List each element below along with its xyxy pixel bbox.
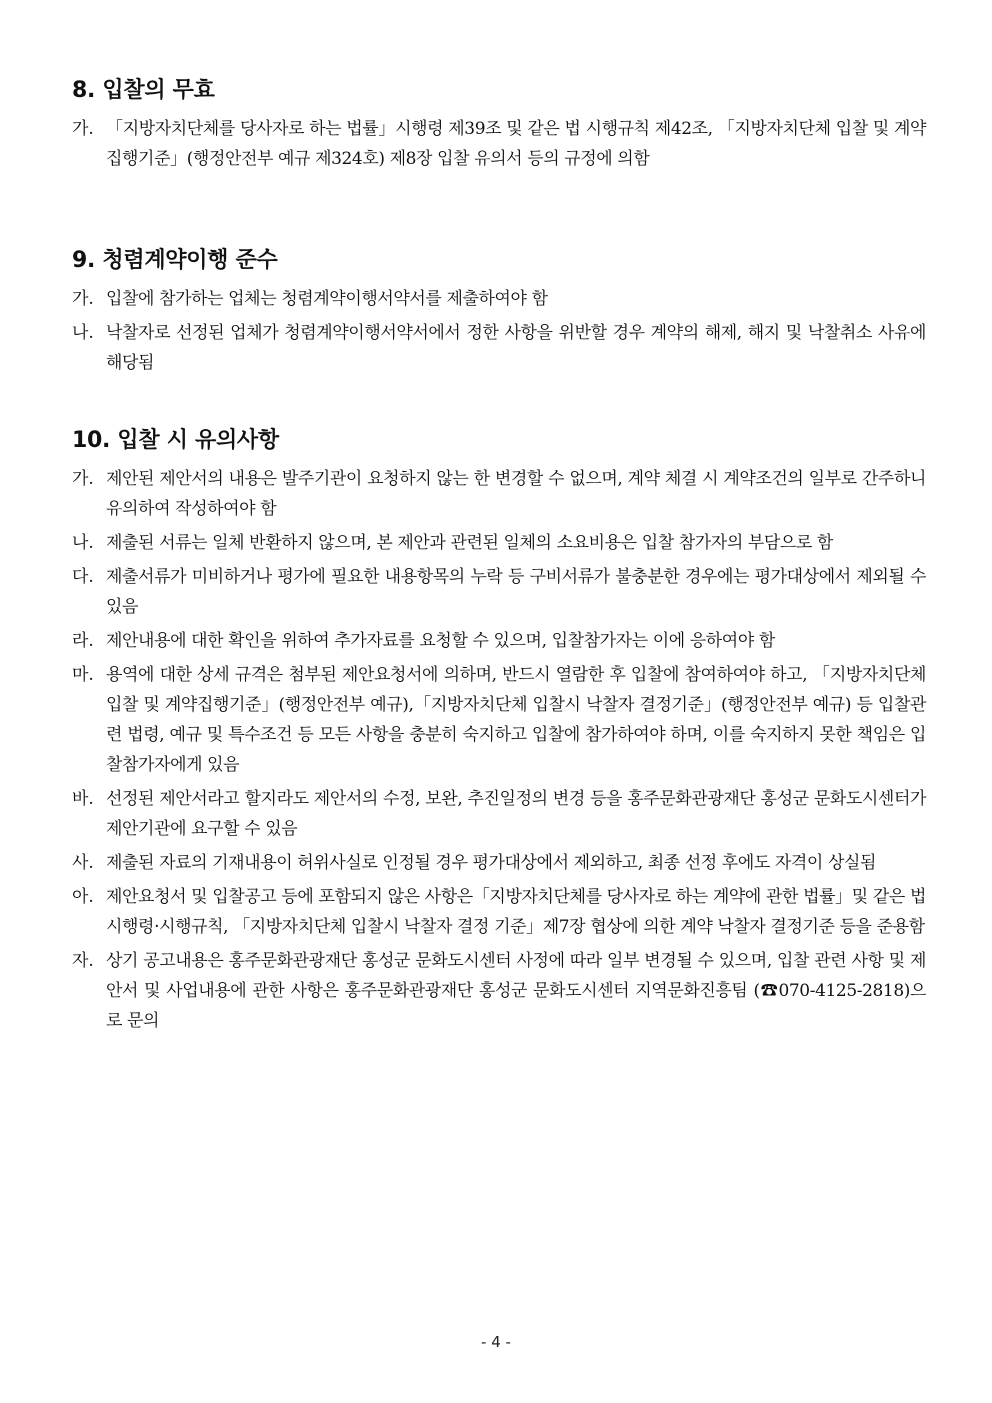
list-item (72, 784, 932, 844)
list-item-marker: 마. (72, 665, 94, 685)
section-heading: 8. 입찰의 무효 (72, 78, 215, 103)
list-item-text: 입찰에 참가하는 업체는 청렴계약이행서약서를 제출하여야 함 (106, 289, 548, 309)
list-item-marker: 다. (72, 567, 94, 587)
page-number: - 4 - (481, 1333, 511, 1351)
list-item (72, 946, 932, 1036)
list-item-marker: 사. (72, 853, 94, 873)
section-heading: 9. 청렴계약이행 준수 (72, 248, 278, 273)
list-item-marker: 가. (72, 289, 94, 309)
section-9-integrity-contract (72, 246, 932, 382)
list-item (72, 528, 932, 558)
list-item-text: 「지방자치단체를 당사자로 하는 법률」시행령 제39조 및 같은 법 시행규칙 제42조, 「지방자치단체 입찰 및 계약집행기준」(행정안전부 예규 제324호) 제8장 입찰 유의서 등의 규정에 의함 (106, 119, 926, 169)
list-item (72, 848, 932, 878)
list-item-marker: 아. (72, 887, 94, 907)
list-item (72, 284, 932, 314)
list-item (72, 318, 932, 378)
list-item (72, 626, 932, 656)
list-item-text: 상기 공고내용은 홍주문화관광재단 홍성군 문화도시센터 사정에 따라 일부 변경될 수 있으며, 입찰 관련 사항 및 제안서 및 사업내용에 관한 사항은 홍주문화관광재단 홍성군 문화도시센터 지역문화진흥팀 (☎070-4125-2818)으로 문의 (106, 951, 926, 1031)
list-item (72, 562, 932, 622)
section-8-bid-invalidity (72, 76, 932, 178)
section-10-bid-notes (72, 426, 932, 1040)
list-item-text: 제출된 자료의 기재내용이 허위사실로 인정될 경우 평가대상에서 제외하고, 최종 선정 후에도 자격이 상실됨 (106, 853, 877, 873)
list-item-marker: 나. (72, 323, 94, 343)
list-item-text: 제안요청서 및 입찰공고 등에 포함되지 않은 사항은「지방자치단체를 당사자로 하는 계약에 관한 법률」및 같은 법 시행령·시행규칙, 「지방자치단체 입찰시 낙찰자 결정 기준」제7장 협상에 의한 계약 낙찰자 결정기준 등을 준용함 (106, 887, 926, 937)
list-item-text: 제출서류가 미비하거나 평가에 필요한 내용항목의 누락 등 구비서류가 불충분한 경우에는 평가대상에서 제외될 수 있음 (106, 567, 926, 617)
list-item (72, 660, 932, 780)
list-item-text: 용역에 대한 상세 규격은 첨부된 제안요청서에 의하며, 반드시 열람한 후 입찰에 참여하여야 하고, 「지방자치단체 입찰 및 계약집행기준」(행정안전부 예규),「지방자치단체 입찰시 낙찰자 결정기준」(행정안전부 예규) 등 입찰관련 법령, 예규 및 특수조건 등 모든 사항을 충분히 숙지하고 입찰에 참가하여야 하며, 이를 숙지하지 못한 책임은 입찰참가자에게 있음 (106, 665, 926, 775)
list-item-text: 제안된 제안서의 내용은 발주기관이 요청하지 않는 한 변경할 수 없으며, 계약 체결 시 계약조건의 일부로 간주하니 유의하여 작성하여야 함 (106, 469, 926, 519)
list-item (72, 882, 932, 942)
list-item-marker: 가. (72, 119, 94, 139)
section-heading: 10. 입찰 시 유의사항 (72, 428, 279, 453)
list-item-marker: 바. (72, 789, 94, 809)
list-item-text: 제안내용에 대한 확인을 위하여 추가자료를 요청할 수 있으며, 입찰참가자는 이에 응하여야 함 (106, 631, 775, 651)
list-item-marker: 라. (72, 631, 94, 651)
list-item-text: 제출된 서류는 일체 반환하지 않으며, 본 제안과 관련된 일체의 소요비용은 입찰 참가자의 부담으로 함 (106, 533, 833, 553)
list-item-marker: 자. (72, 951, 94, 971)
list-item (72, 114, 932, 174)
list-item-marker: 가. (72, 469, 94, 489)
list-item-marker: 나. (72, 533, 94, 553)
list-item-text: 선정된 제안서라고 할지라도 제안서의 수정, 보완, 추진일정의 변경 등을 홍주문화관광재단 홍성군 문화도시센터가 제안기관에 요구할 수 있음 (106, 789, 926, 839)
list-item-text: 낙찰자로 선정된 업체가 청렴계약이행서약서에서 정한 사항을 위반할 경우 계약의 해제, 해지 및 낙찰취소 사유에 해당됨 (106, 323, 926, 373)
list-item (72, 464, 932, 524)
